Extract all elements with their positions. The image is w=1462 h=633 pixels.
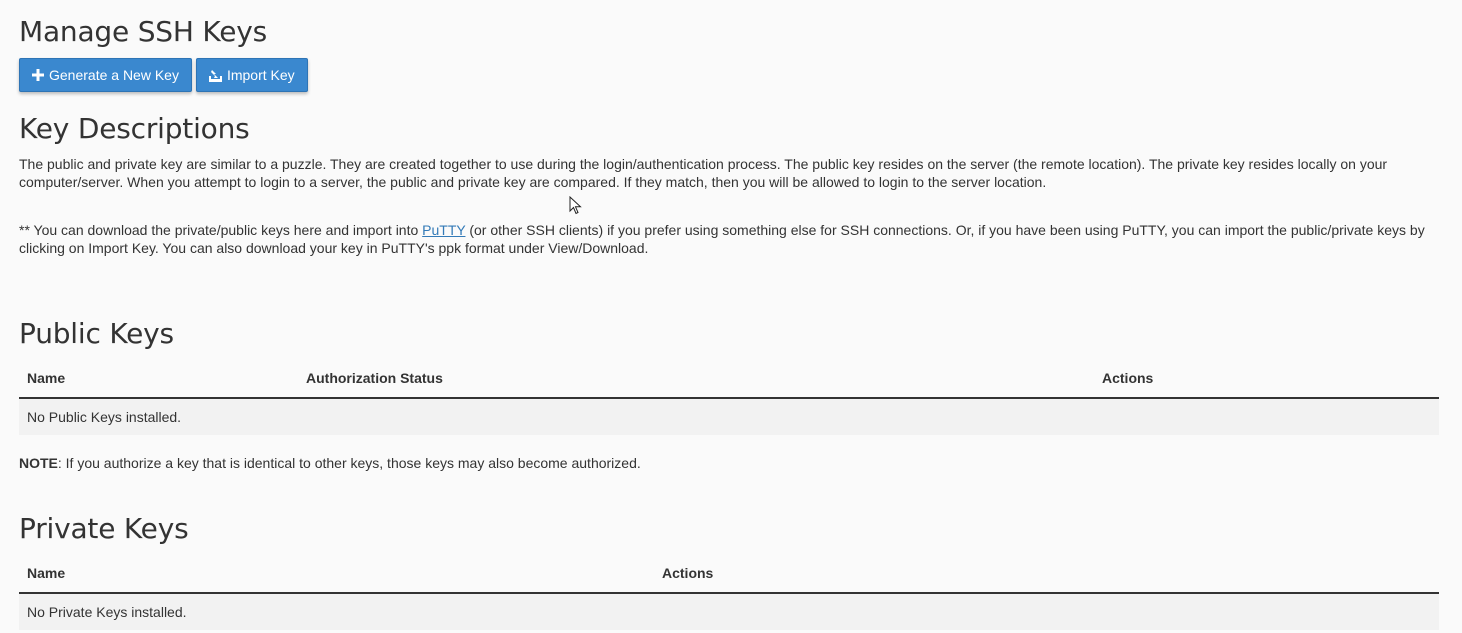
private-keys-empty-message: No Private Keys installed. — [19, 593, 1439, 630]
column-header-authorization-status: Authorization Status — [298, 359, 1094, 398]
page-title: Manage SSH Keys — [19, 15, 267, 48]
mouse-cursor-icon — [569, 196, 583, 216]
key-description-text: The public and private key are similar to a puzzle. They are created together to use during the login/authentication process. The public key resides on the server (the remote location). The private key resides locally on your computer/server. When you attempt to login to a server, the public and private key are compared. If they match, then you will be allowed to login to the server location. — [19, 156, 1388, 190]
public-keys-header-row — [19, 359, 1439, 398]
private-keys-header-row — [19, 554, 1439, 593]
note-label: NOTE — [19, 455, 58, 471]
import-key-button[interactable] — [196, 58, 308, 92]
generate-key-button[interactable] — [19, 58, 192, 92]
public-keys-table — [19, 359, 1439, 435]
key-descriptions-heading: Key Descriptions — [19, 112, 250, 145]
plus-icon — [32, 69, 44, 81]
authorization-note — [19, 454, 641, 472]
table-row — [19, 398, 1439, 435]
private-keys-table — [19, 554, 1439, 630]
generate-key-label: Generate a New Key — [49, 67, 179, 83]
private-keys-heading: Private Keys — [19, 512, 189, 545]
table-row — [19, 593, 1439, 630]
note-text: : If you authorize a key that is identical to other keys, those keys may also become authorized. — [57, 455, 641, 471]
column-header-actions: Actions — [654, 554, 1439, 593]
putty-description-text — [19, 221, 1439, 257]
putty-text-suffix: (or other SSH clients) if you prefer using something else for SSH connections. Or, if you have been using PuTTY, you can import the public/private keys by clicking on Import Key. You can also download your key in PuTTY's ppk format under View/Download. — [19, 222, 1425, 256]
import-key-label: Import Key — [226, 67, 295, 83]
putty-text-prefix: ** You can download the private/public keys here and import into — [19, 222, 423, 238]
column-header-name: Name — [19, 554, 654, 593]
column-header-name: Name — [19, 359, 298, 398]
public-keys-empty-message: No Public Keys installed. — [19, 398, 1439, 435]
column-header-actions: Actions — [1094, 359, 1439, 398]
public-keys-heading: Public Keys — [19, 317, 174, 350]
putty-link[interactable]: PuTTY — [422, 222, 466, 238]
toolbar — [19, 58, 308, 92]
import-icon — [209, 69, 222, 82]
